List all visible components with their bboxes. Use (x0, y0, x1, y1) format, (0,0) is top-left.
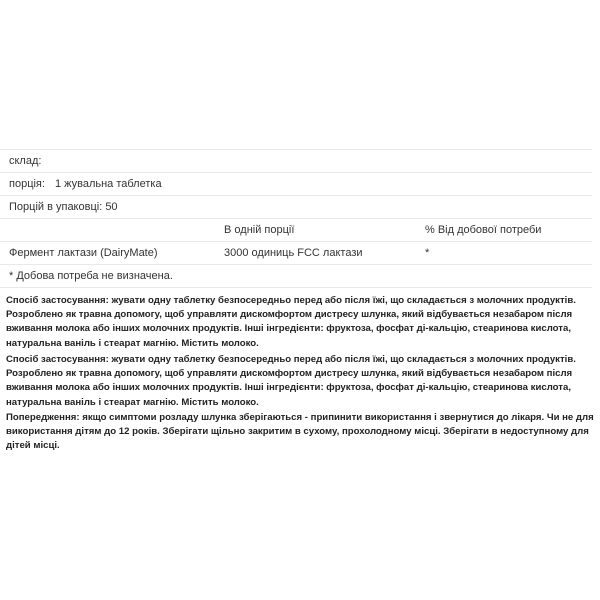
warning-paragraph: Попередження: якщо симптоми розладу шлунка зберігаються - припинити використання і звернутися до лікаря. Чи не для використання дітям до 12 років. Зберігати щільно закритим в сухому, прохолодному місці. Зберігати в недоступному для дітей місці. (6, 412, 594, 452)
ingredient-name: Фермент лактази (DairyMate) (9, 247, 158, 259)
column-header-per-serving: В одній порції (224, 224, 295, 236)
column-header-daily-value: % Від добової потреби (425, 224, 542, 236)
footnote-row (0, 265, 592, 288)
servings-per-container-row (0, 196, 592, 219)
directions-paragraph: Спосіб застосування: жувати одну таблетку безпосередньо перед або після їжі, що складається з молочних продуктів. Розроблено як травна допомогу, щоб управляти дискомфортом дистресу шлунка, який відбувається незабаром після вживання молока або інших молочних продуктів. Інші інгредієнти: фруктоза, фосфат ді-кальцію, стеаринова кислота, натуральна ваніль і стеарат магнію. Містить молоко. (6, 295, 576, 349)
serving-value: 1 жувальна таблетка (54, 178, 162, 190)
table-header-row (0, 219, 592, 242)
servings-per-container: Порцій в упаковці: 50 (9, 201, 118, 213)
serving-label: порція: (9, 178, 45, 190)
table-row (0, 242, 592, 265)
supplement-facts-table (0, 149, 592, 288)
serving-size (9, 173, 162, 195)
composition-row (0, 150, 592, 173)
composition-label: склад: (9, 155, 42, 167)
ingredient-daily-value: * (425, 247, 430, 259)
directions-paragraph-duplicate: Спосіб застосування: жувати одну таблетку безпосередньо перед або після їжі, що складається з молочних продуктів. Розроблено як травна допомогу, щоб управляти дискомфортом дистресу шлунка, який відбувається незабаром після вживання молока або інших молочних продуктів. Інші інгредієнти: фруктоза, фосфат ді-кальцію, стеаринова кислота, натуральна ваніль і стеарат магнію. Містить молоко. (6, 354, 576, 408)
footnote: * Добова потреба не визначена. (9, 270, 173, 282)
serving-size-row (0, 173, 592, 196)
ingredient-amount: 3000 одиниць FCC лактази (224, 247, 363, 259)
